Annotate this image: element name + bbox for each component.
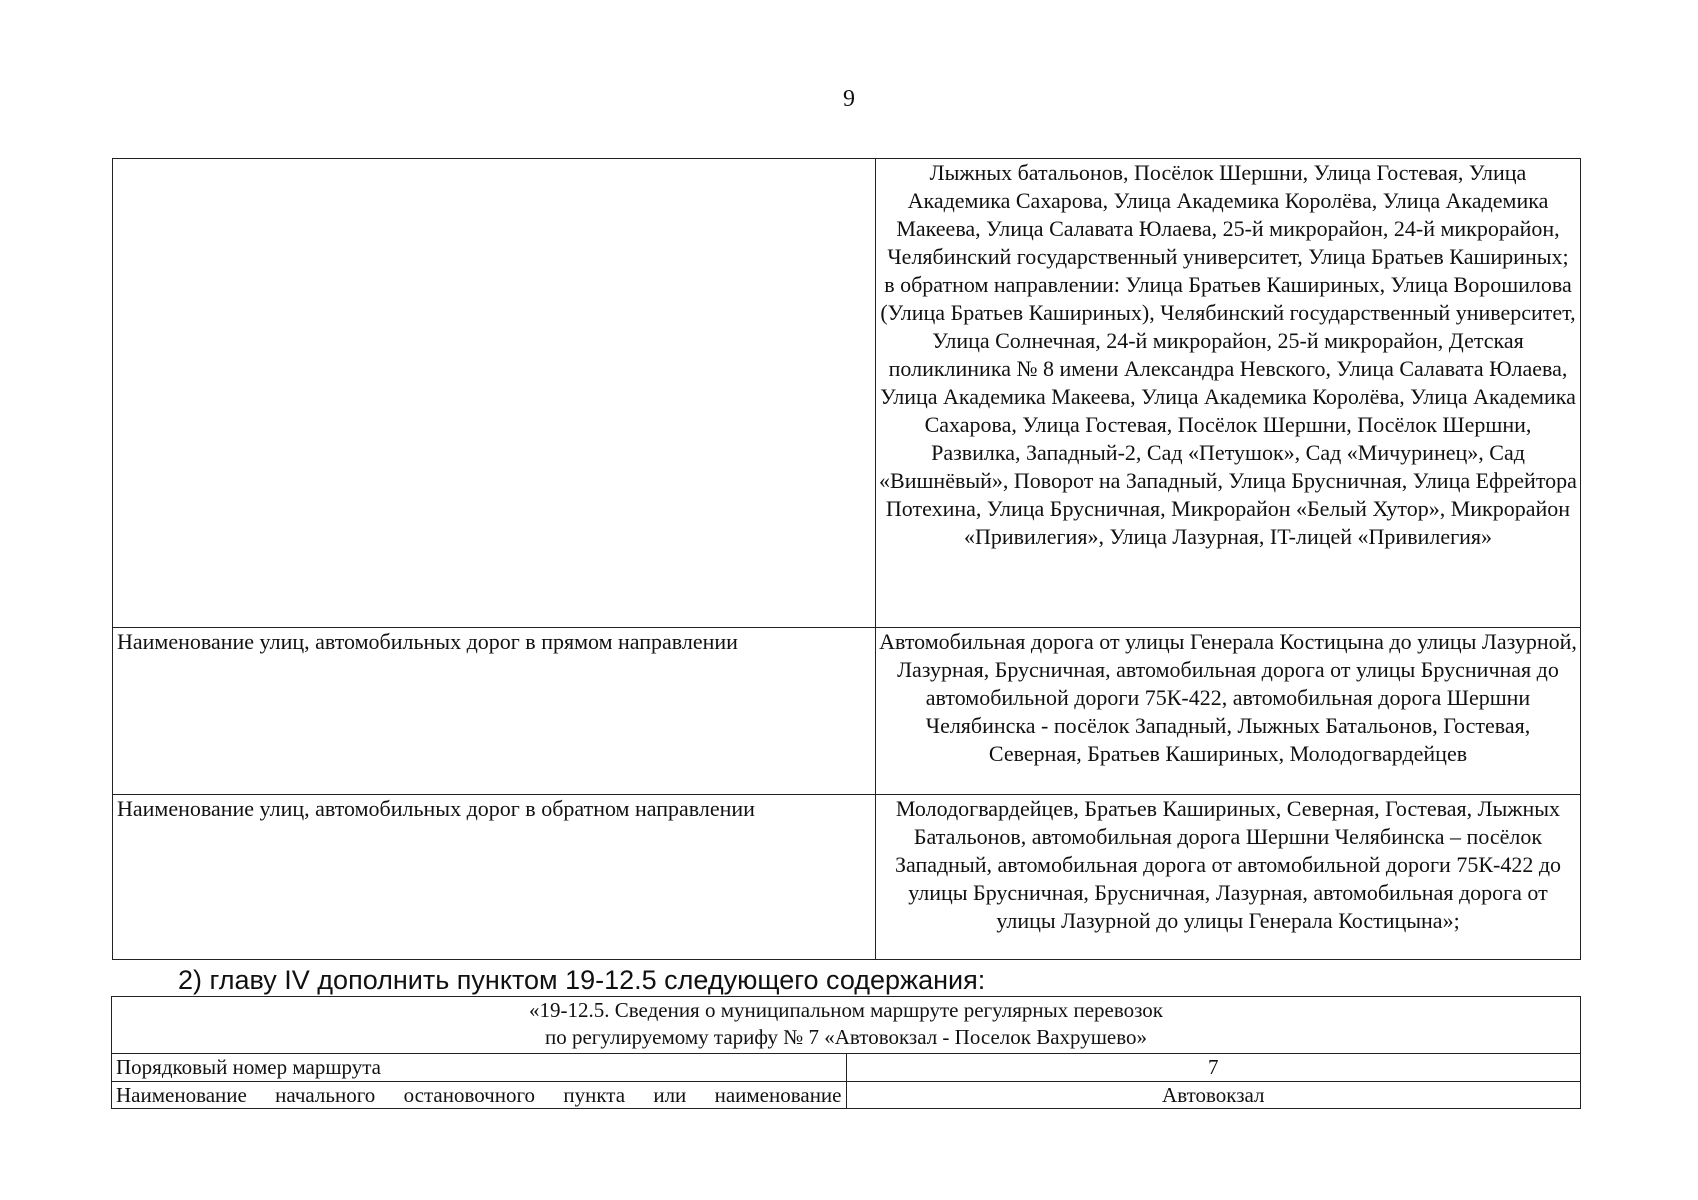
stops-forward-text: Лыжных батальонов, Посёлок Шершни, Улица Гостевая, Улица Академика Сахарова, Улица Академика Королёва, Улица Академика Макеева, Улица Салавата Юлаева, 25-й микрорайон, 24-й микрорайон, Челябинский государственный университет, Улица Братьев Кашириных; [887,160,1569,269]
table-title-line-1: «19-12.5. Сведения о муниципальном маршруте регулярных перевозок [528,998,1164,1022]
table-row [112,997,1581,1054]
forward-streets-value: Автомобильная дорога от улицы Генерала Костицына до улицы Лазурной, Лазурная, Брусничная, автомобильная дорога от улицы Брусничная до автомобильной дороги 75К-422, автомобильная дорога Шершни Челябинска - посёлок Западный, Лыжных Батальонов, Гостевая, Северная, Братьев Кашириных, Молодогвардейцев [876,628,1581,795]
table-row [112,1082,1581,1109]
route-number-value: 7 [846,1054,1581,1082]
start-stop-value: Автовокзал [846,1082,1581,1109]
table-row [113,159,1581,628]
stops-list-cell [876,159,1581,628]
stops-reverse-text: в обратном направлении: Улица Братьев Кашириных, Улица Ворошилова (Улица Братьев Кашириных), Челябинский государственный университет, Улица Солнечная, 24-й микрорайон, 25-й микрорайон, Детская поликлиника № 8 имени Александра Невского, Улица Салавата Юлаева, Улица Академика Макеева, Улица Академика Королёва, Улица Академика Сахарова, Улица Гостевая, Посёлок Шершни, Посёлок Шершни, Развилка, Западный-2, Сад «Петушок», Сад «Мичуринец», Сад «Вишнёвый», Поворот на Западный, Улица Брусничная, Улица Ефрейтора Потехина, Улица Брусничная, Микрорайон «Белый Хутор», Микрорайон «Привилегия», Улица Лазурная, IT-лицей «Привилегия» [879,272,1577,549]
table-cell-empty [113,159,876,628]
reverse-streets-label: Наименование улиц, автомобильных дорог в обратном направлении [113,795,876,960]
route-details-table [112,158,1581,960]
route-7-table [111,996,1581,1109]
start-stop-label: Наименование начального остановочного пункта или наименование [112,1082,847,1109]
table-title [112,997,1581,1054]
amendment-text: 2) главу IV дополнить пунктом 19-12.5 следующего содержания: [178,965,986,995]
table-row [113,628,1581,795]
page-number: 9 [843,86,855,112]
table-title-line-2: по регулируемому тарифу № 7 «Автовокзал - Поселок Вахрушево» [544,1025,1148,1049]
table-row [112,1054,1581,1082]
route-number-label: Порядковый номер маршрута [112,1054,847,1082]
reverse-streets-value: Молодогвардейцев, Братьев Кашириных, Северная, Гостевая, Лыжных Батальонов, автомобильная дорога Шершни Челябинска – посёлок Западный, автомобильная дорога от автомобильной дороги 75К-422 до улицы Брусничная, Брусничная, Лазурная, автомобильная дорога от улицы Лазурной до улицы Генерала Костицына»; [876,795,1581,960]
table-row [113,795,1581,960]
forward-streets-label: Наименование улиц, автомобильных дорог в прямом направлении [113,628,876,795]
